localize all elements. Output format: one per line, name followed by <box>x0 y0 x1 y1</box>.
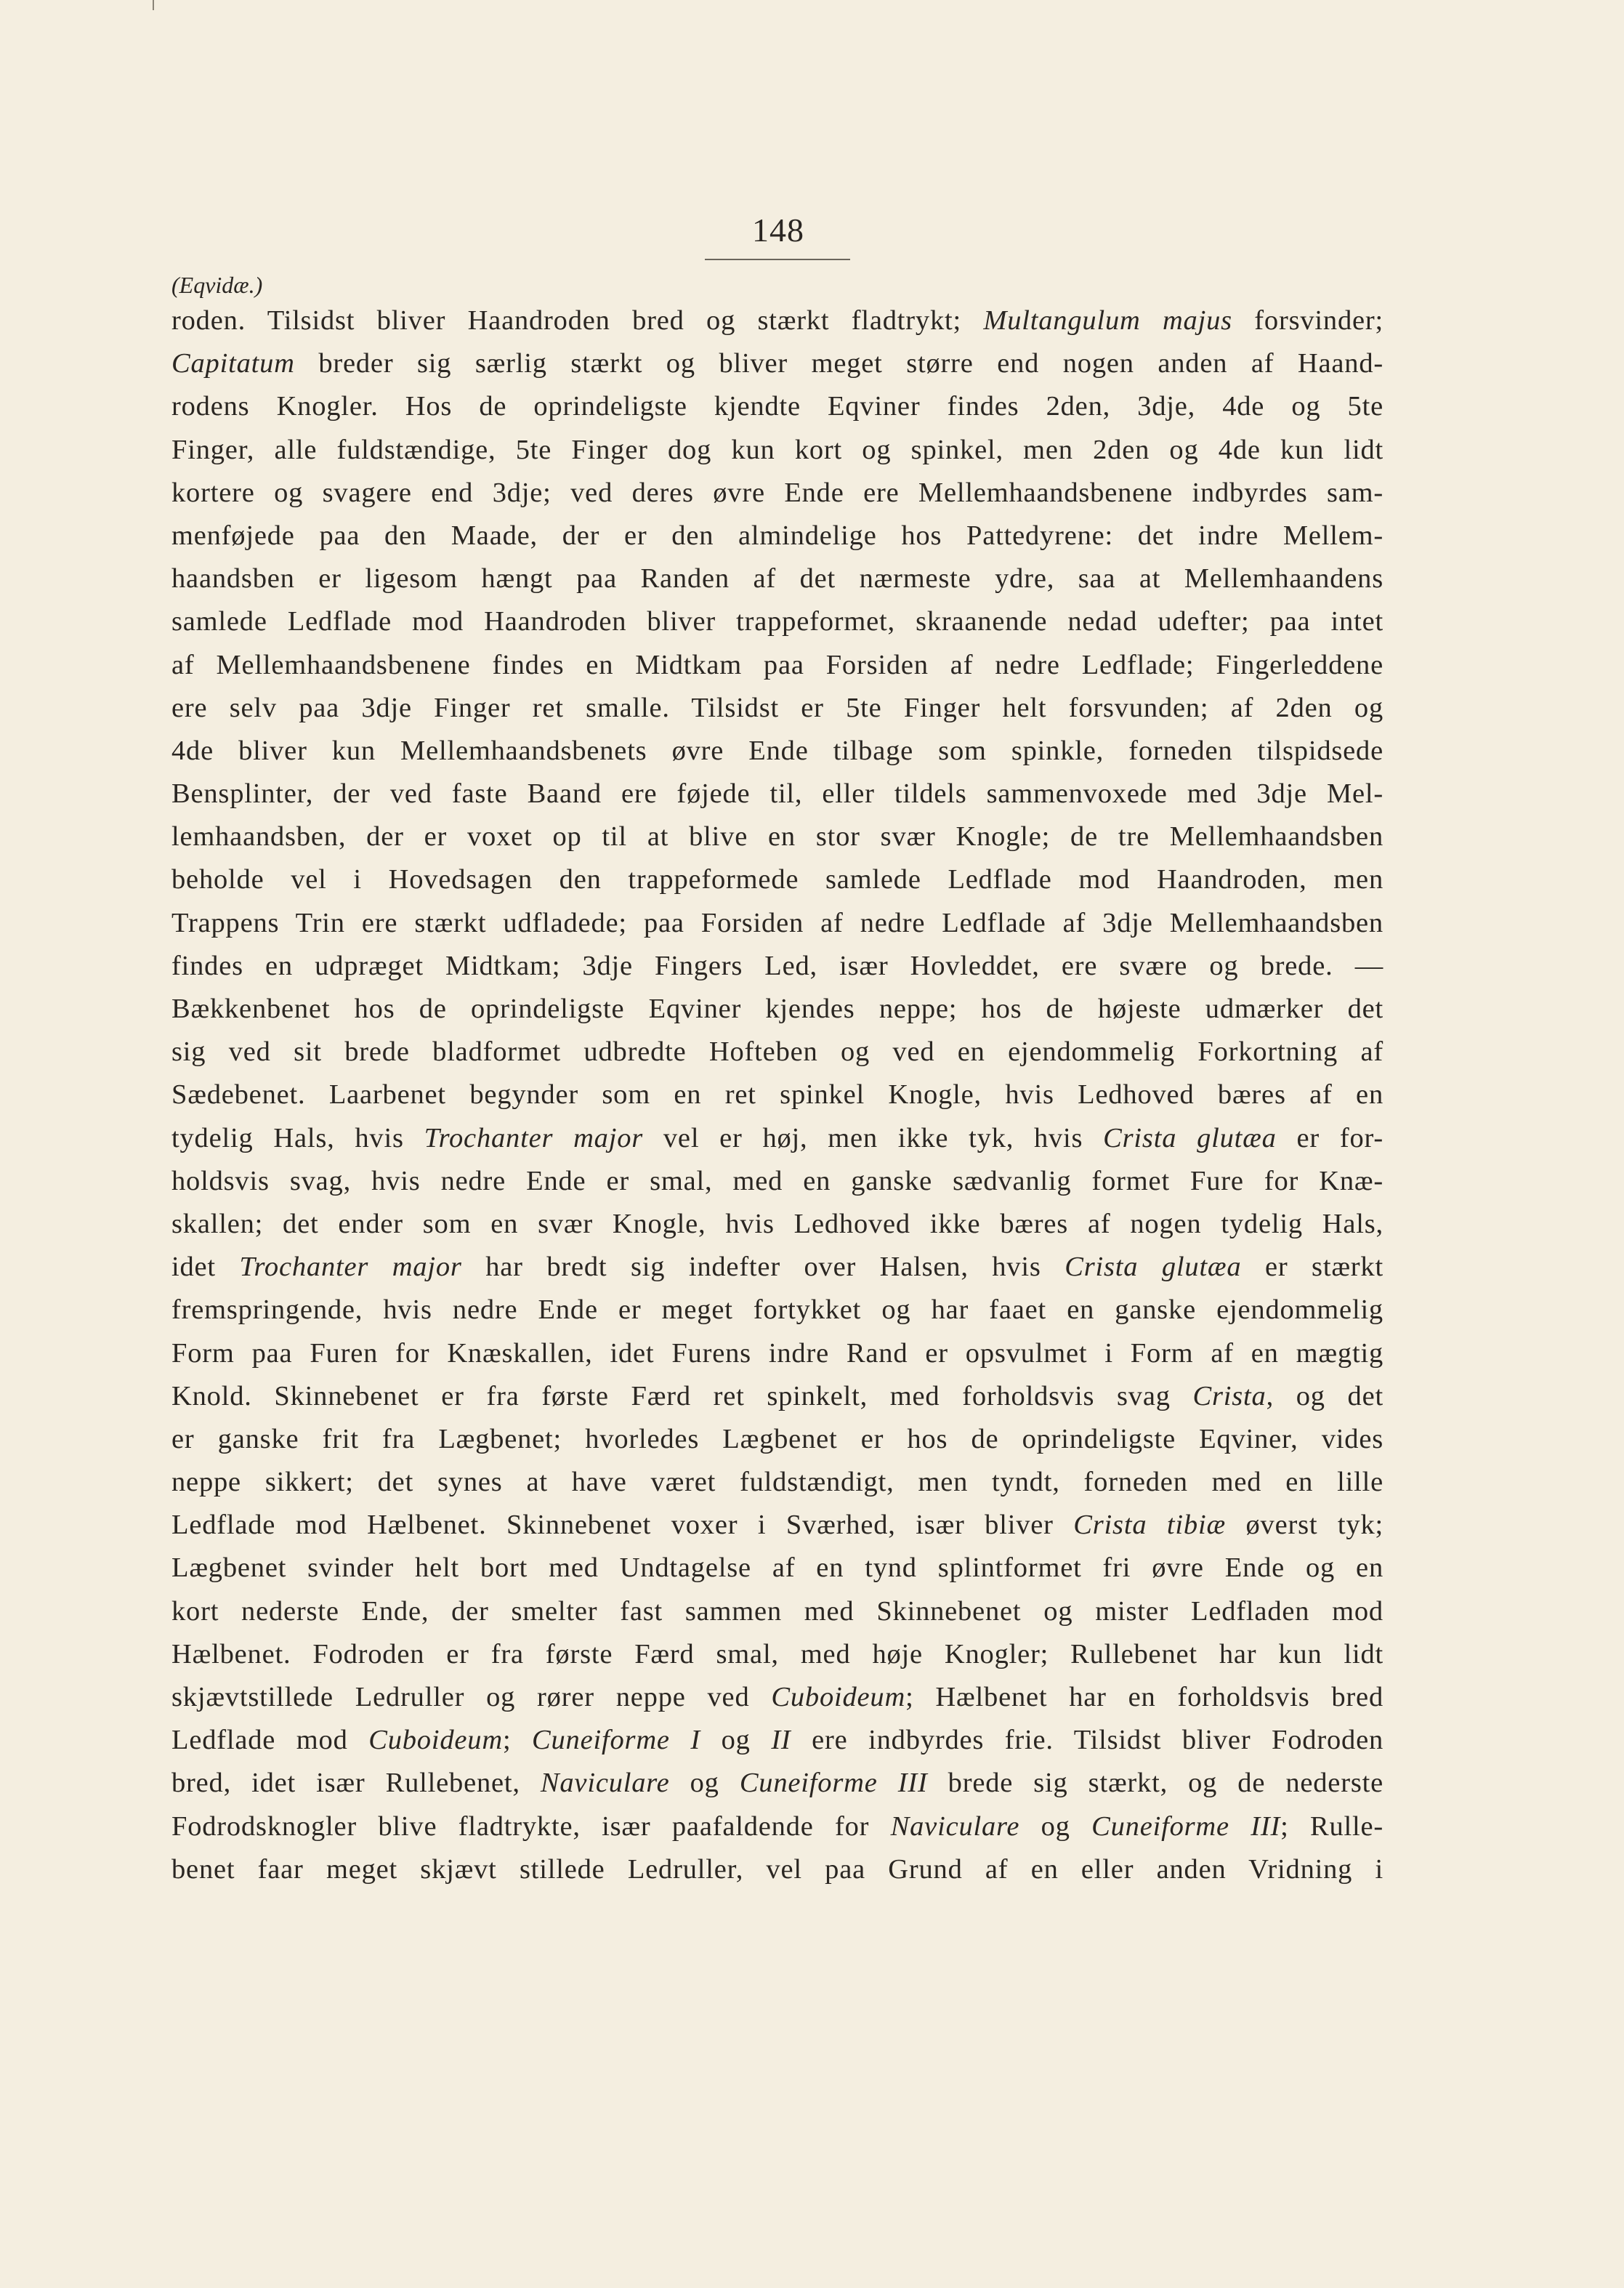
text-segment: findes en udpræget Midtkam; 3dje Fingers Led, især Hovleddet, ere svære og brede. — <box>171 950 1383 981</box>
text-segment: fremspringende, hvis nedre Ende er meget fortykket og har faaet en ganske ejendommelig <box>171 1294 1383 1326</box>
text-segment: Knold. Skinnebenet er fra første Færd ret spinkelt, med forholdsvis svag <box>171 1380 1193 1411</box>
text-segment: Form paa Furen for Knæskallen, idet Furens indre Rand er opsvulmet i Form af en mægtig <box>171 1337 1383 1369</box>
text-segment: af Mellemhaandsbenene findes en Midtkam paa Forsiden af nedre Ledflade; Fingerleddene <box>171 649 1383 680</box>
text-line <box>171 1031 1383 1073</box>
text-segment: forsvinder; <box>1232 305 1384 336</box>
text-line <box>171 1289 1383 1332</box>
text-segment: ; Rulle- <box>1280 1810 1384 1842</box>
italic-term: Naviculare <box>540 1768 670 1799</box>
text-line <box>171 1461 1383 1504</box>
text-line <box>171 342 1383 385</box>
text-segment: idet <box>171 1252 240 1283</box>
text-segment: og <box>669 1768 740 1799</box>
text-segment: er for- <box>1276 1122 1383 1153</box>
text-line <box>171 1719 1383 1762</box>
text-line <box>171 1117 1383 1160</box>
text-line <box>171 515 1383 557</box>
text-segment: Bækkenbenet hos de oprindeligste Eqviner kjendes neppe; hos de højeste udmærker det <box>171 994 1383 1024</box>
text-line <box>171 644 1383 687</box>
italic-term: Trochanter major <box>424 1122 644 1153</box>
text-line <box>171 815 1383 858</box>
text-segment: kortere og svagere end 3dje; ved deres øvre Ende ere Mellemhaandsbenene indbyrdes sam- <box>171 477 1383 508</box>
text-segment: neppe sikkert; det synes at have været fuldstændigt, men tyndt, forneden med en lille <box>171 1467 1383 1498</box>
text-segment: er ganske frit fra Lægbenet; hvorledes Lægbenet er hos de oprindeligste Eqviner, vides <box>171 1423 1383 1454</box>
text-line <box>171 1676 1383 1719</box>
text-segment: ere selv paa 3dje Finger ret smalle. Tilsidst er 5te Finger helt forsvunden; af 2den og <box>171 692 1383 723</box>
text-segment: ; <box>502 1725 533 1756</box>
text-line <box>171 1332 1383 1375</box>
text-segment: skjævtstillede Ledruller og rører neppe ved <box>171 1682 772 1712</box>
text-segment: beholde vel i Hovedsagen den trappeformede samlede Ledflade mod Haandroden, men <box>171 864 1383 895</box>
text-segment: Trappens Trin ere stærkt udfladede; paa Forsiden af nedre Ledflade af 3dje Mellemhaandsben <box>171 907 1383 938</box>
italic-term: Trochanter major <box>239 1252 462 1283</box>
text-segment: Lægbenet svinder helt bort med Undtagelse af en tynd splintformet fri øvre Ende og en <box>171 1552 1383 1584</box>
text-line <box>171 1504 1383 1547</box>
text-line <box>171 945 1383 988</box>
text-segment: vel er høj, men ikke tyk, hvis <box>643 1122 1104 1153</box>
text-line <box>171 1073 1383 1116</box>
italic-term: Cuboideum <box>368 1725 503 1756</box>
italic-term: Cuneiforme III <box>739 1768 928 1799</box>
text-segment: breder sig særlig stærkt og bliver meget større end nogen anden af Haand- <box>294 348 1383 379</box>
page-number: 148 <box>752 212 804 249</box>
text-segment: skallen; det ender som en svær Knogle, hvis Ledhoved ikke bæres af nogen tydelig Hals, <box>171 1208 1383 1239</box>
text-line <box>171 1375 1383 1418</box>
italic-term: Multangulum majus <box>983 305 1232 336</box>
text-line <box>171 472 1383 515</box>
text-segment: Fodrodsknogler blive fladtrykte, især paafaldende for <box>171 1810 891 1842</box>
text-segment: har bredt sig indefter over Halsen, hvis <box>461 1252 1065 1283</box>
text-line <box>171 557 1383 600</box>
text-segment: ere indbyrdes frie. Tilsidst bliver Fodroden <box>791 1725 1384 1756</box>
text-line <box>171 429 1383 472</box>
text-line <box>171 1418 1383 1461</box>
text-segment: , og det <box>1266 1380 1383 1411</box>
italic-term: Cuneiforme I <box>532 1725 701 1756</box>
text-segment: lemhaandsben, der er voxet op til at blive en stor svær Knogle; de tre Mellemhaandsben <box>171 821 1383 853</box>
body-text <box>171 299 1383 1891</box>
text-line <box>171 1633 1383 1676</box>
italic-term: Crista glutæa <box>1065 1252 1242 1283</box>
text-line <box>171 600 1383 643</box>
text-segment: og <box>700 1725 772 1756</box>
text-line <box>171 1590 1383 1633</box>
italic-term: Capitatum <box>171 348 295 379</box>
text-segment: benet faar meget skjævt stillede Ledruller, vel paa Grund af en eller anden Vridning i <box>171 1853 1383 1885</box>
text-segment: Sædebenet. Laarbenet begynder som en ret spinkel Knogle, hvis Ledhoved bæres af en <box>171 1079 1383 1111</box>
text-segment: brede sig stærkt, og de nederste <box>927 1768 1383 1799</box>
text-line <box>171 687 1383 730</box>
text-segment: Ledflade mod Hælbenet. Skinnebenet voxer i Sværhed, især bliver <box>171 1510 1074 1541</box>
text-segment: roden. Tilsidst bliver Haandroden bred og stærkt fladtrykt; <box>171 305 984 336</box>
text-segment: Hælbenet. Fodroden er fra første Færd smal, med høje Knogler; Rullebenet har kun lidt <box>171 1638 1383 1669</box>
text-segment: bred, idet især Rullebenet, <box>171 1768 541 1799</box>
text-line <box>171 988 1383 1031</box>
text-line <box>171 1246 1383 1289</box>
text-segment: øverst tyk; <box>1225 1510 1384 1541</box>
text-line <box>171 1762 1383 1805</box>
text-line <box>171 902 1383 945</box>
italic-term: Crista tibiæ <box>1073 1510 1226 1541</box>
italic-term: Crista glutæa <box>1103 1122 1277 1153</box>
text-segment: rodens Knogler. Hos de oprindeligste kjendte Eqviner findes 2den, 3dje, 4de og 5te <box>171 391 1383 422</box>
text-line <box>171 299 1383 342</box>
text-segment: ; Hælbenet har en forholdsvis bred <box>905 1682 1383 1712</box>
text-segment: Bensplinter, der ved faste Baand ere føjede til, eller tildels sammenvoxede med 3dje Mel- <box>171 778 1383 810</box>
text-line <box>171 1203 1383 1246</box>
text-segment: kort nederste Ende, der smelter fast sammen med Skinnebenet og mister Ledfladen mod <box>171 1595 1383 1627</box>
text-segment: menføjede paa den Maade, der er den almindelige hos Pattedyrene: det indre Mellem- <box>171 520 1383 551</box>
italic-term: Crista <box>1192 1380 1267 1411</box>
text-segment: og <box>1019 1810 1092 1842</box>
text-line <box>171 773 1383 815</box>
text-segment: holdsvis svag, hvis nedre Ende er smal, med en ganske sædvanlig formet Fure for Knæ- <box>171 1165 1383 1196</box>
text-segment: samlede Ledflade mod Haandroden bliver trappeformet, skraanende nedad udefter; paa intet <box>171 606 1383 637</box>
italic-term: Cuboideum <box>771 1682 906 1712</box>
text-segment: er stærkt <box>1241 1252 1383 1283</box>
text-line <box>171 730 1383 773</box>
text-line <box>171 385 1383 428</box>
text-line <box>171 1547 1383 1590</box>
text-line <box>171 1848 1383 1891</box>
page-number-rule <box>705 259 850 260</box>
italic-term: Naviculare <box>890 1810 1020 1842</box>
italic-term: II <box>771 1725 791 1756</box>
text-line <box>171 1805 1383 1848</box>
text-line <box>171 858 1383 901</box>
text-line <box>171 1160 1383 1203</box>
text-segment: Ledflade mod <box>171 1725 369 1756</box>
italic-term: Cuneiforme III <box>1091 1810 1281 1842</box>
scan-edge-mark <box>153 0 154 10</box>
margin-note: (Eqvidæ.) <box>171 272 263 298</box>
text-segment: haandsben er ligesom hængt paa Randen af det nærmeste ydre, saa at Mellemhaandens <box>171 563 1383 595</box>
text-segment: sig ved sit brede bladformet udbredte Hofteben og ved en ejendommelig Forkortning af <box>171 1036 1383 1068</box>
text-segment: tydelig Hals, hvis <box>171 1122 424 1153</box>
text-segment: 4de bliver kun Mellemhaandsbenets øvre Ende tilbage som spinkle, forneden tilspidsede <box>171 735 1383 766</box>
text-segment: Finger, alle fuldstændige, 5te Finger dog kun kort og spinkel, men 2den og 4de kun lidt <box>171 434 1383 465</box>
